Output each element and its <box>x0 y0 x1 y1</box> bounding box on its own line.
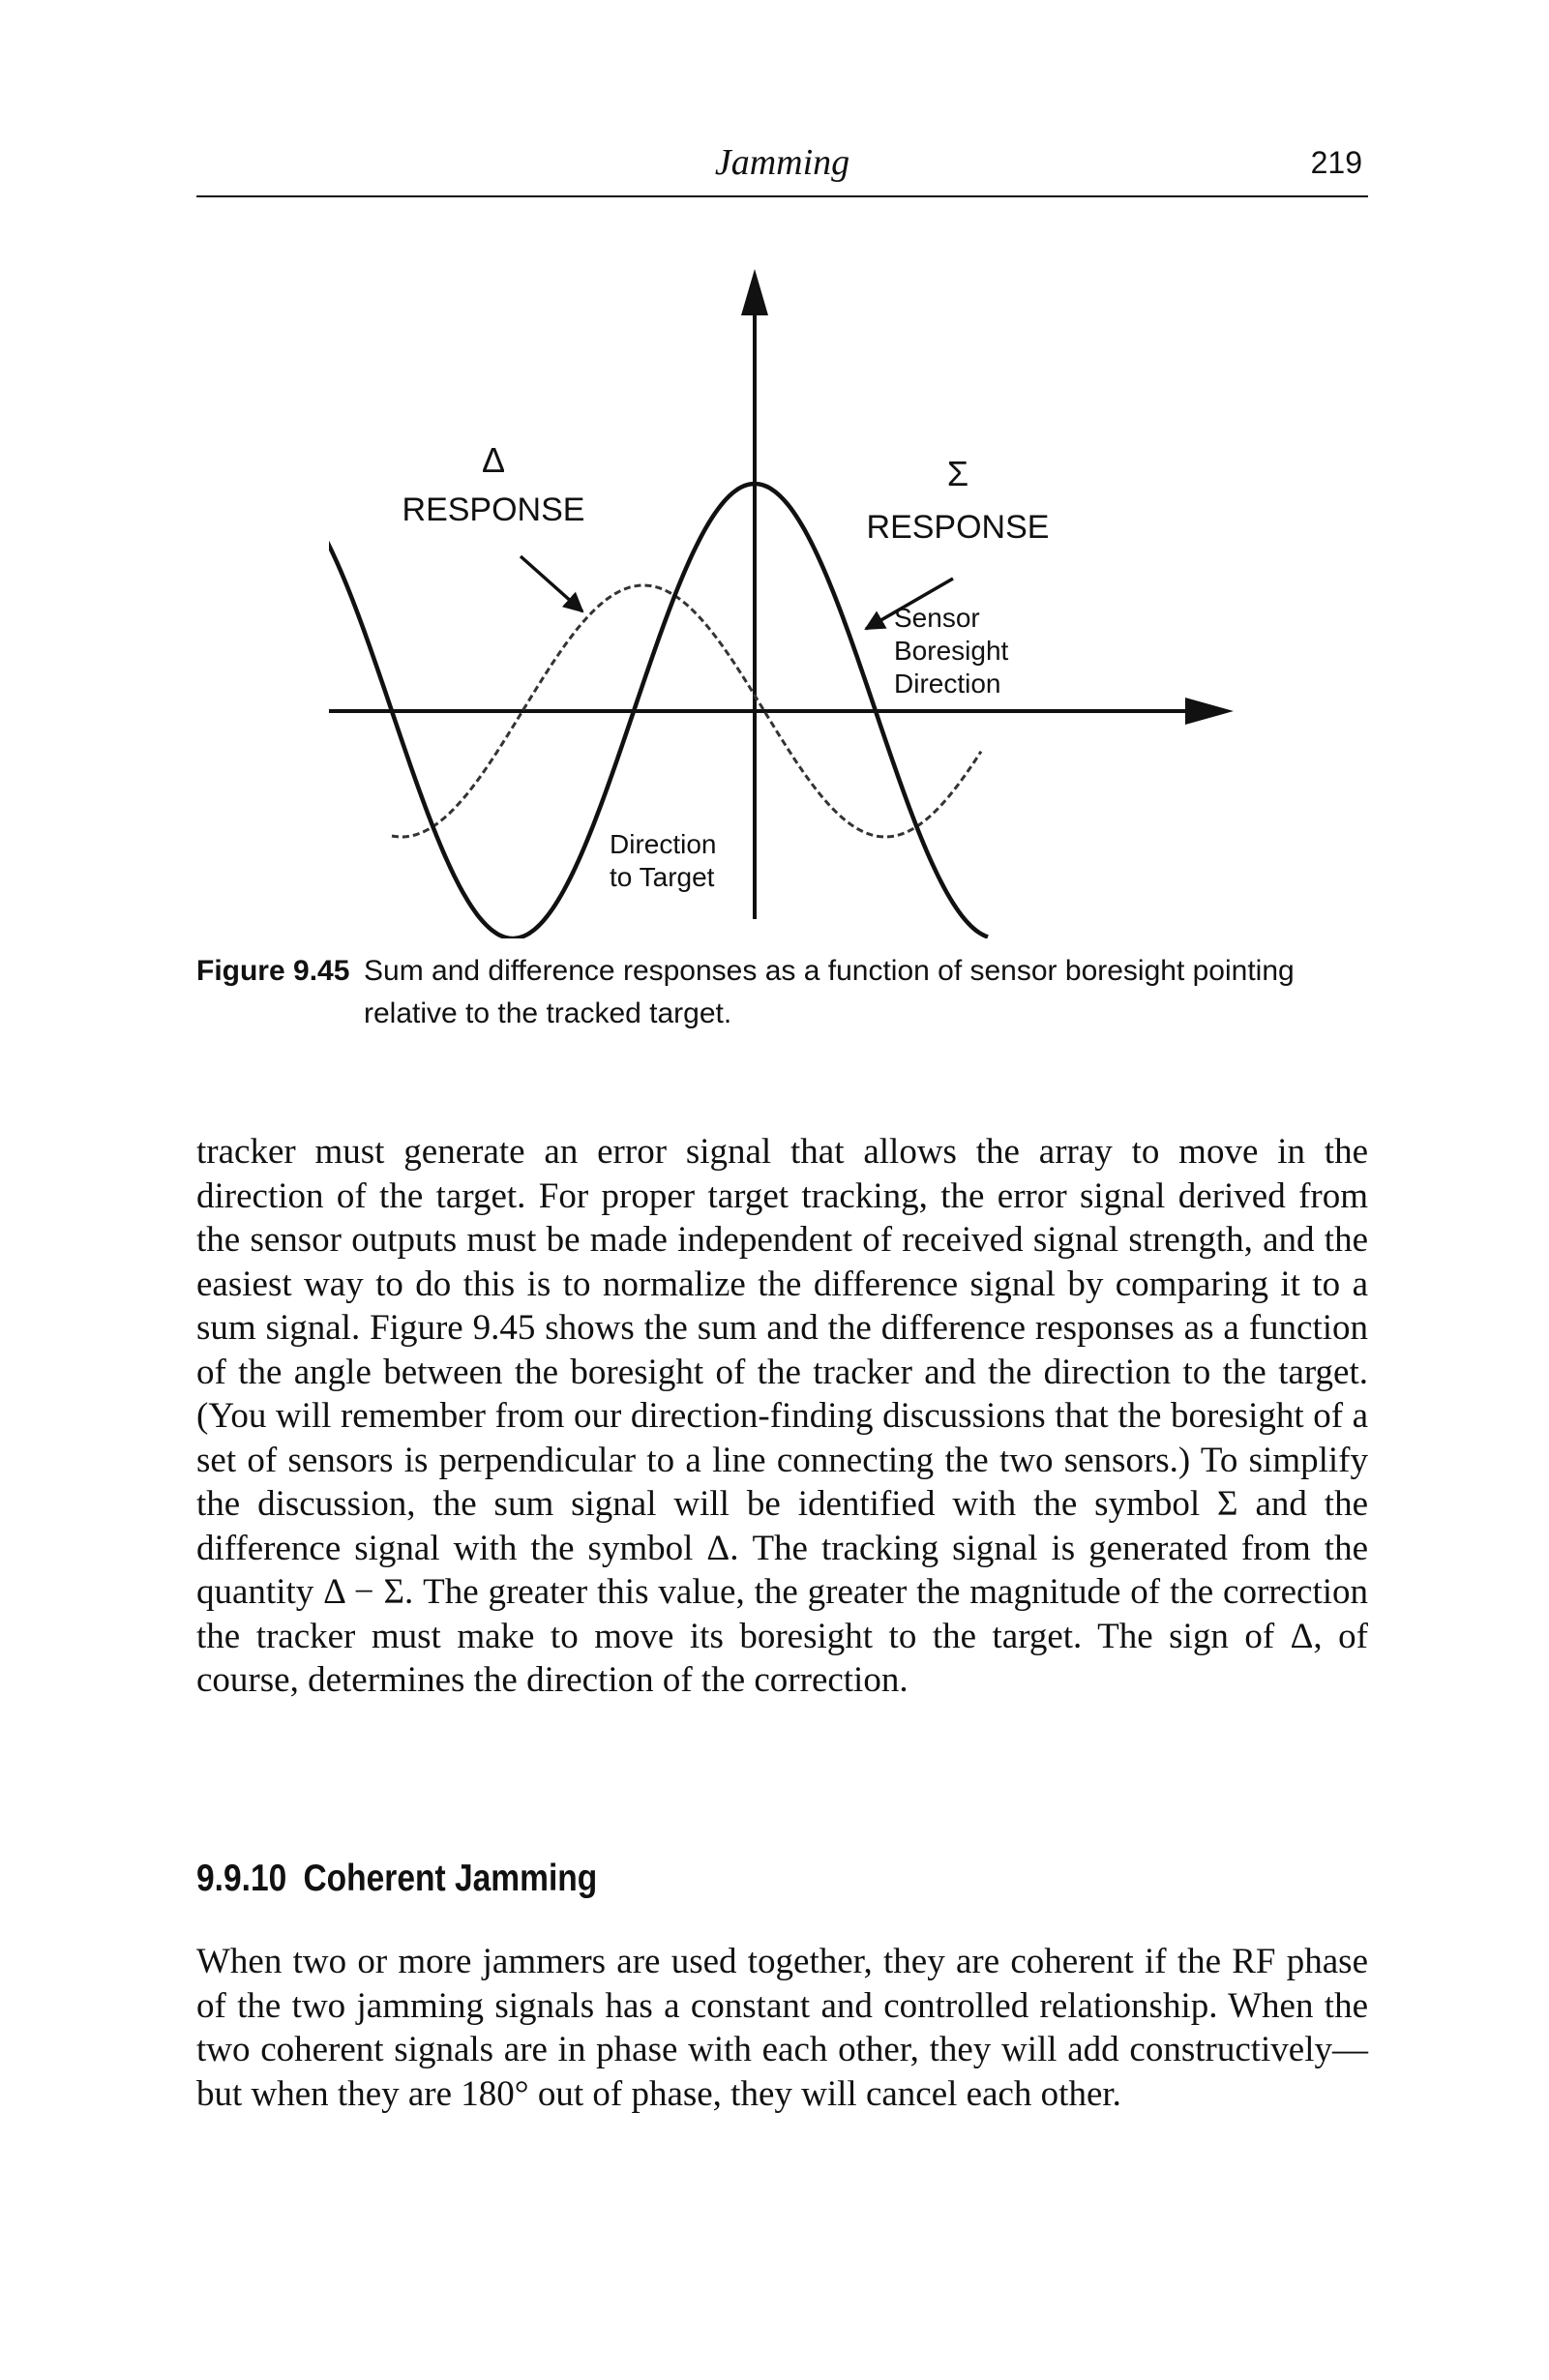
running-head <box>196 135 1368 197</box>
figure-caption <box>196 950 1368 1035</box>
delta-response-label: RESPONSE <box>402 491 585 528</box>
body-text-block-2 <box>196 1940 1368 2116</box>
sigma-response-label: RESPONSE <box>866 509 1050 546</box>
body-text-block-1 <box>196 1130 1368 1703</box>
target-label-line1: Direction <box>610 829 717 859</box>
figure-9-45 <box>329 261 1258 938</box>
response-diagram <box>329 261 1258 938</box>
horizontal-axis-arrowhead <box>1185 698 1234 725</box>
boresight-label-line1: Sensor <box>894 603 980 633</box>
boresight-label-line2: Boresight <box>894 636 1009 666</box>
caption-text: Sum and difference responses as a function of sensor boresight pointing relative to the tracked target. <box>364 955 1295 1029</box>
paragraph-1: tracker must generate an error signal that allows the array to move in the direction of the target. For proper target tracking, the error signal derived from the sensor outputs must be made independent of received signal strength, and the easiest way to do this is to normalize the difference signal by comparing it to a sum signal. Figure 9.45 shows the sum and the difference responses as a function of the angle between the boresight of the tracker and the direction to the target. (You will remember from our direction-finding discussions that the boresight of a set of sensors is perpendicular to a line connecting the two sensors.) To simplify the discussion, the sum signal will be identified with the symbol Σ and the difference signal with the symbol Δ. The tracking signal is generated from the quantity Δ − Σ. The greater this value, the greater the magnitude of the correction the tracker must make to move its boresight to the target. The sign of Δ, of course, determines the direction of the correction. <box>196 1132 1368 1700</box>
sigma-symbol-label: Σ <box>946 454 969 493</box>
section-heading <box>196 1858 597 1900</box>
delta-pointer-arrow <box>521 556 582 611</box>
paragraph-2: When two or more jammers are used together, they are coherent if the RF phase of the two jamming signals has a constant and controlled relationship. When the two coherent signals are in phase with each other, they will add constructively—but when they are 180° out of phase, they will cancel each other. <box>196 1942 1368 2114</box>
delta-symbol-label: Δ <box>481 440 506 480</box>
section-number: 9.9.10 <box>196 1858 287 1899</box>
running-title: Jamming <box>714 142 850 183</box>
page-number: 219 <box>1310 145 1362 180</box>
boresight-label-line3: Direction <box>894 669 1001 699</box>
caption-number: Figure 9.45 <box>196 955 350 987</box>
target-label-line2: to Target <box>610 862 715 892</box>
section-title: Coherent Jamming <box>303 1858 598 1899</box>
vertical-axis-arrowhead <box>741 269 768 315</box>
